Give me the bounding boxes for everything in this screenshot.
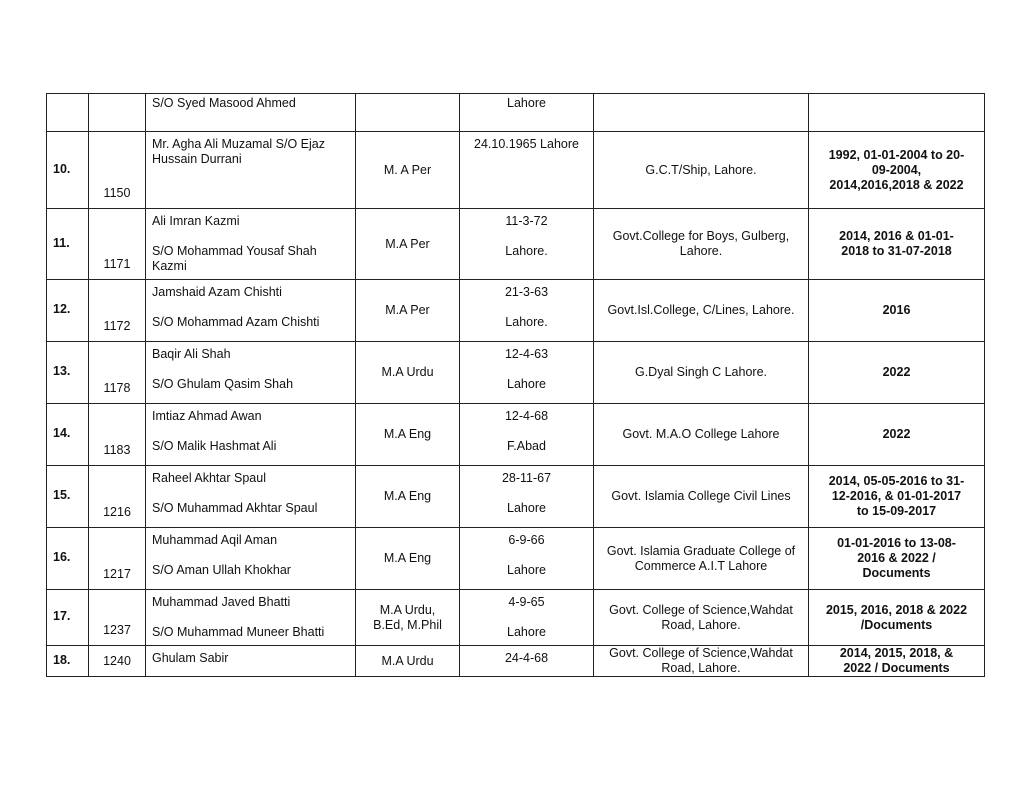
name-line: S/O Mohammad Yousaf Shah: [152, 244, 317, 258]
line-spacer: [460, 229, 593, 244]
dob-cell: [460, 132, 594, 209]
record-id: 1172: [103, 319, 131, 333]
serial-number: 14.: [53, 426, 71, 440]
qualification-line: M.A Per: [385, 303, 430, 317]
name-line: S/O Syed Masood Ahmed: [152, 96, 296, 110]
institution-cell: [594, 342, 809, 404]
serial-cell: [47, 590, 89, 646]
institution-line: Govt. Islamia College Civil Lines: [611, 489, 791, 503]
dob-line: F.Abad: [507, 439, 546, 453]
serial-cell: [47, 132, 89, 209]
name-cell: [146, 590, 356, 646]
dob-line: Lahore: [507, 563, 546, 577]
record-id: 1171: [103, 257, 131, 271]
serial-cell: [47, 280, 89, 342]
line-spacer: [460, 362, 593, 377]
qualification-line: M.A Urdu: [381, 365, 434, 379]
name-cell: [146, 280, 356, 342]
institution-cell: [594, 528, 809, 590]
dob-line: Lahore: [507, 96, 546, 110]
dob-line: 21-3-63: [504, 285, 549, 299]
line-spacer: [152, 362, 351, 377]
institution-line: G.C.T/Ship, Lahore.: [645, 162, 757, 177]
name-line: S/O Muhammad Muneer Bhatti: [152, 625, 325, 639]
name-cell: [146, 342, 356, 404]
serial-number: 15.: [53, 488, 71, 502]
name-line: Jamshaid Azam Chishti: [152, 285, 282, 299]
years-line: 2022 / Documents: [843, 661, 950, 675]
qualification-cell: [356, 209, 460, 280]
dob-line: Lahore.: [505, 315, 548, 329]
table-row: [47, 280, 985, 342]
name-line: Muhammad Javed Bhatti: [152, 595, 291, 609]
years-cell: [809, 646, 985, 677]
table-row: [47, 342, 985, 404]
line-spacer: [460, 424, 593, 439]
years-line: 1992, 01-01-2004 to 20-: [828, 147, 965, 162]
dob-line: 12-4-63: [504, 347, 549, 361]
institution-cell: [594, 646, 809, 677]
name-cell: [146, 646, 356, 677]
years-line: 2016: [882, 303, 911, 317]
qualification-line: M.A Eng: [383, 489, 432, 503]
records-body: [47, 94, 985, 677]
qualification-cell: [356, 342, 460, 404]
dob-cell: [460, 646, 594, 677]
dob-cell: [460, 590, 594, 646]
qualification-cell: [356, 528, 460, 590]
name-line: Ghulam Sabir: [152, 651, 229, 665]
institution-line: Govt. College of Science,Wahdat: [609, 602, 793, 617]
name-cell: [146, 528, 356, 590]
dob-line: Lahore: [507, 501, 546, 515]
name-cell: [146, 132, 356, 209]
name-line: Baqir Ali Shah: [152, 347, 231, 361]
institution-cell: [594, 94, 809, 132]
institution-cell: [594, 132, 809, 209]
table-row: [47, 590, 985, 646]
line-spacer: [152, 424, 351, 439]
dob-line: Lahore.: [505, 244, 548, 258]
record-id: 1150: [103, 186, 131, 200]
name-line: Muhammad Aqil Aman: [152, 533, 278, 547]
qualification-cell: [356, 404, 460, 466]
dob-cell: [460, 528, 594, 590]
qualification-line: M.A Per: [385, 236, 430, 251]
name-line: S/O Ghulam Qasim Shah: [152, 377, 294, 391]
name-line: Ali Imran Kazmi: [152, 214, 240, 228]
years-cell: [809, 404, 985, 466]
qualification-cell: [356, 646, 460, 677]
table-row: [47, 132, 985, 209]
id-cell: [89, 132, 146, 209]
table-row: [47, 404, 985, 466]
dob-cell: [460, 94, 594, 132]
record-id: 1216: [103, 505, 131, 519]
serial-cell: [47, 342, 89, 404]
line-spacer: [152, 300, 351, 315]
record-id: 1217: [103, 567, 131, 581]
name-cell: [146, 466, 356, 528]
record-id: 1240: [103, 654, 131, 668]
serial-cell: [47, 94, 89, 132]
dob-cell: [460, 342, 594, 404]
years-cell: [809, 466, 985, 528]
years-cell: [809, 342, 985, 404]
dob-line: 6-9-66: [508, 533, 545, 547]
years-line: /Documents: [860, 617, 933, 632]
serial-cell: [47, 209, 89, 280]
dob-line: 4-9-65: [508, 595, 545, 609]
dob-line: Lahore: [507, 625, 546, 639]
qualification-cell: [356, 94, 460, 132]
institution-line: Commerce A.I.T Lahore: [634, 558, 768, 573]
institution-cell: [594, 280, 809, 342]
qualification-line: M.A Urdu,: [379, 602, 436, 617]
serial-number: 12.: [53, 302, 71, 316]
record-id: 1237: [103, 623, 131, 637]
table-row: [47, 646, 985, 677]
serial-number: 13.: [53, 364, 71, 378]
institution-cell: [594, 404, 809, 466]
institution-line: Govt.College for Boys, Gulberg,: [612, 229, 790, 243]
years-line: 2014, 2016 & 01-01-: [839, 229, 954, 243]
years-line: Documents: [862, 566, 931, 580]
id-cell: [89, 466, 146, 528]
name-line: S/O Malik Hashmat Ali: [152, 439, 277, 453]
serial-number: 10.: [53, 161, 71, 176]
dob-cell: [460, 209, 594, 280]
record-id: 1183: [103, 443, 131, 457]
institution-line: G.Dyal Singh C Lahore.: [634, 365, 767, 379]
institution-line: Road, Lahore.: [661, 661, 741, 675]
line-spacer: [460, 548, 593, 563]
years-line: 2022: [882, 427, 911, 441]
line-spacer: [460, 486, 593, 501]
id-cell: [89, 590, 146, 646]
dob-cell: [460, 404, 594, 466]
qualification-line: M. A Per: [383, 162, 432, 177]
id-cell: [89, 94, 146, 132]
line-spacer: [460, 300, 593, 315]
name-line: Raheel Akhtar Spaul: [152, 471, 266, 485]
years-cell: [809, 590, 985, 646]
id-cell: [89, 209, 146, 280]
years-cell: [809, 94, 985, 132]
name-line: Kazmi: [152, 259, 187, 273]
years-line: 2016 & 2022 /: [857, 551, 936, 565]
dob-line: Lahore: [507, 377, 546, 391]
dob-line: 24-4-68: [504, 651, 549, 665]
dob-line: 11-3-72: [505, 214, 548, 228]
years-line: 2015, 2016, 2018 & 2022: [825, 602, 968, 617]
institution-line: Govt. M.A.O College Lahore: [622, 427, 780, 441]
line-spacer: [152, 229, 351, 244]
id-cell: [89, 280, 146, 342]
qualification-cell: [356, 590, 460, 646]
name-line: Mr. Agha Ali Muzamal S/O Ejaz: [152, 137, 325, 151]
institution-line: Road, Lahore.: [661, 617, 741, 632]
years-cell: [809, 209, 985, 280]
years-cell: [809, 280, 985, 342]
serial-number: 17.: [53, 609, 71, 623]
name-line: S/O Muhammad Akhtar Spaul: [152, 501, 318, 515]
institution-line: Govt. College of Science,Wahdat: [609, 646, 793, 660]
years-line: 2014, 2015, 2018, &: [839, 646, 954, 660]
years-line: 01-01-2016 to 13-08-: [837, 536, 956, 550]
institution-cell: [594, 209, 809, 280]
serial-cell: [47, 528, 89, 590]
id-cell: [89, 646, 146, 677]
name-line: Imtiaz Ahmad Awan: [152, 409, 262, 423]
name-line: Hussain Durrani: [152, 152, 242, 166]
qualification-line: M.A Urdu: [381, 653, 434, 668]
years-line: 2014, 05-05-2016 to 31-: [828, 474, 965, 488]
qualification-line: B.Ed, M.Phil: [373, 617, 442, 632]
qualification-cell: [356, 280, 460, 342]
line-spacer: [152, 548, 351, 563]
records-table: [46, 93, 985, 677]
serial-cell: [47, 646, 89, 677]
years-line: 2022: [882, 365, 911, 379]
years-line: 2018 to 31-07-2018: [841, 244, 952, 258]
institution-cell: [594, 466, 809, 528]
serial-cell: [47, 404, 89, 466]
qualification-cell: [356, 132, 460, 209]
line-spacer: [152, 610, 351, 625]
table-row: [47, 528, 985, 590]
name-cell: [146, 209, 356, 280]
serial-number: 11.: [53, 235, 70, 250]
name-line: S/O Aman Ullah Khokhar: [152, 563, 291, 577]
serial-number: 18.: [53, 652, 71, 667]
qualification-line: M.A Eng: [383, 427, 432, 441]
institution-line: Govt.Isl.College, C/Lines, Lahore.: [607, 303, 795, 317]
name-cell: [146, 404, 356, 466]
serial-cell: [47, 466, 89, 528]
institution-line: Lahore.: [679, 244, 723, 258]
record-id: 1178: [103, 381, 131, 395]
years-cell: [809, 132, 985, 209]
dob-line: 12-4-68: [504, 409, 549, 423]
years-line: 09-2004,: [871, 162, 922, 177]
years-line: 2014,2016,2018 & 2022: [829, 177, 964, 192]
line-spacer: [460, 610, 593, 625]
dob-cell: [460, 280, 594, 342]
serial-number: 16.: [53, 550, 71, 564]
years-line: to 15-09-2017: [856, 504, 937, 518]
years-cell: [809, 528, 985, 590]
name-line: S/O Mohammad Azam Chishti: [152, 315, 320, 329]
table-row: [47, 209, 985, 280]
table-row: [47, 466, 985, 528]
id-cell: [89, 342, 146, 404]
dob-line: 28-11-67: [501, 471, 552, 485]
continuation-row: [47, 94, 985, 132]
dob-line: 24.10.1965 Lahore: [474, 137, 579, 151]
id-cell: [89, 528, 146, 590]
qualification-cell: [356, 466, 460, 528]
institution-line: Govt. Islamia Graduate College of: [606, 543, 796, 558]
name-cell: [146, 94, 356, 132]
dob-cell: [460, 466, 594, 528]
years-line: 12-2016, & 01-01-2017: [831, 489, 962, 503]
line-spacer: [152, 486, 351, 501]
qualification-line: M.A Eng: [383, 551, 432, 565]
institution-cell: [594, 590, 809, 646]
id-cell: [89, 404, 146, 466]
